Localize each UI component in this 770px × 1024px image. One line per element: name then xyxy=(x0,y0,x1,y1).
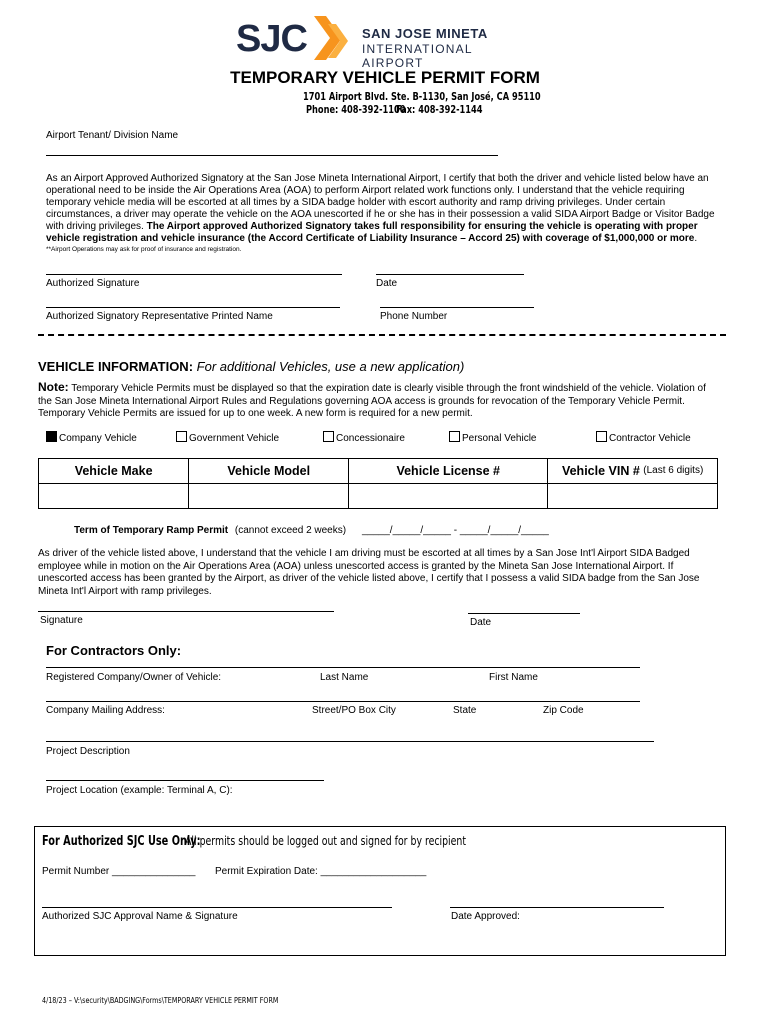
approval-label: Authorized SJC Approval Name & Signature xyxy=(42,911,238,922)
project-desc-field[interactable] xyxy=(46,741,654,742)
term-row xyxy=(74,525,346,536)
license-cell[interactable] xyxy=(349,484,548,509)
form-title: TEMPORARY VEHICLE PERMIT FORM xyxy=(230,68,540,87)
term-dates-field[interactable]: _____/_____/_____ - _____/_____/_____ xyxy=(362,525,549,536)
driver-date-label: Date xyxy=(470,617,492,628)
col-vin-note: (Last 6 digits) xyxy=(643,465,704,476)
authorized-signature-field[interactable] xyxy=(46,274,342,275)
expiration-label: Permit Expiration Date: xyxy=(215,866,318,877)
note-label: Note: xyxy=(38,380,69,394)
address: 1701 Airport Blvd. Ste. B-1130, San José, CA 95110 xyxy=(303,90,541,103)
term-note: (cannot exceed 2 weeks) xyxy=(234,525,347,536)
authorized-signature-label: Authorized Signature xyxy=(46,278,140,289)
driver-signature-field[interactable] xyxy=(38,611,334,612)
checkbox-checked-icon[interactable] xyxy=(46,431,57,442)
expiration-field[interactable]: ___________________ xyxy=(320,866,427,877)
col-make: Vehicle Make xyxy=(39,459,189,484)
driver-statement: As driver of the vehicle listed above, I understand that the vehicle I am driving must be escorted at all times by a San Jose Int'l Airport SIDA Badged employee while in motion on the Air Operations Area (AOA) unless unescorted access is granted by the Mineta San Jose International Airport. If unescorted access has been granted by the Airport, as driver of the vehicle listed above, I certify that I possess a valid SIDA badge from the San Jose Mineta Int'l Airport with ramp privileges. xyxy=(38,548,700,597)
permit-number-row xyxy=(42,866,195,877)
checkbox-icon[interactable] xyxy=(176,431,187,442)
certification-body: As an Airport Approved Authorized Signatory at the San Jose Mineta International Airport, I certify that both the driver and vehicle listed below have an operational need to be inside the Air Operations Area (AOA) to perform Airport related work functions only. I understand that the vehicle requiring temporary vehicle media will be escorted at all times by a SIDA badge holder with escort authority and ramp driving privileges. Under certain circumstances, a driver may operate the vehicle on the AOA unescorted if he or she has in their possession a valid SIDA Airport Badge or Visitor Badge with driving privileges. xyxy=(46,173,715,232)
mailing-field[interactable] xyxy=(46,701,640,702)
type-company[interactable] xyxy=(46,431,137,444)
mailing-label: Company Mailing Address: xyxy=(46,705,165,716)
tenant-label: Airport Tenant/ Division Name xyxy=(46,130,179,141)
fax: Fax: 408-392-1144 xyxy=(396,103,483,116)
authorized-date-field[interactable] xyxy=(376,274,524,275)
footer-path: 4/18/23 – V:\security\BADGING\Forms\TEMPORARY VEHICLE PERMIT FORM xyxy=(42,996,279,1005)
type-concessionaire[interactable] xyxy=(323,431,405,444)
logo-mark: SJC xyxy=(236,18,307,60)
phone: Phone: 408-392-1100 xyxy=(306,103,406,116)
authorized-heading-title: For Authorized SJC Use Only: xyxy=(42,834,201,849)
note-text: Temporary Vehicle Permits must be displayed so that the expiration date is clearly visible through the front windshield of the vehicle. Violation of the San Jose Mineta International Airport Rules and Regulations governing AOA access is grounds for revocation of the Temporary Vehicle Permit. xyxy=(38,383,706,407)
airport-logo xyxy=(236,12,536,68)
type-label: Company Vehicle xyxy=(59,433,137,444)
approval-field[interactable] xyxy=(42,907,392,908)
type-label: Government Vehicle xyxy=(189,433,280,444)
last-name-label: Last Name xyxy=(320,672,369,683)
project-loc-field[interactable] xyxy=(46,780,324,781)
authorized-heading-note: All permits should be logged out and signed for by recipient xyxy=(185,834,467,848)
type-contractor[interactable] xyxy=(596,431,691,444)
tenant-field[interactable] xyxy=(46,155,498,156)
authorized-date-label: Date xyxy=(376,278,398,289)
section-divider xyxy=(38,334,726,336)
printed-name-field[interactable] xyxy=(46,307,340,308)
registered-field[interactable] xyxy=(46,667,640,668)
permit-number-label: Permit Number xyxy=(42,866,110,877)
type-label: Contractor Vehicle xyxy=(609,433,691,444)
make-cell[interactable] xyxy=(39,484,189,509)
first-name-label: First Name xyxy=(489,672,538,683)
vehicle-info-note: For additional Vehicles, use a new application) xyxy=(196,359,465,374)
permit-number-field[interactable]: _______________ xyxy=(112,866,196,877)
project-loc-label: Project Location (example: Terminal A, C): xyxy=(46,785,233,796)
vehicle-note xyxy=(38,381,718,421)
checkbox-icon[interactable] xyxy=(323,431,334,442)
type-government[interactable] xyxy=(176,431,279,444)
street-label: Street/PO Box City xyxy=(312,705,396,716)
project-desc-label: Project Description xyxy=(46,746,130,757)
registered-label: Registered Company/Owner of Vehicle: xyxy=(46,672,222,683)
certification-end: . xyxy=(694,233,698,244)
expiration-row xyxy=(215,866,426,877)
vehicle-info-heading xyxy=(38,359,464,374)
note-line2: Temporary Vehicle Permits are issued for up to one week. A new form is required for a new permit. xyxy=(38,408,473,419)
printed-name-label: Authorized Signatory Representative Printed Name xyxy=(46,311,273,322)
driver-date-field[interactable] xyxy=(468,613,580,614)
phone-field[interactable] xyxy=(380,307,534,308)
vehicle-info-title: VEHICLE INFORMATION: xyxy=(38,359,194,374)
col-vin xyxy=(548,459,718,484)
col-vin-label: Vehicle VIN # xyxy=(561,464,640,478)
logo-line1: SAN JOSE MINETA xyxy=(362,26,488,41)
state-label: State xyxy=(453,705,477,716)
date-approved-field[interactable] xyxy=(450,907,664,908)
model-cell[interactable] xyxy=(189,484,349,509)
phone-label: Phone Number xyxy=(380,311,448,322)
certification-bold: The Airport approved Authorized Signatory takes full responsibility for ensuring the vehicle is operating with proper vehicle registration and vehicle insurance (the Accord Certificate of Liability Insurance – Accord 25) with coverage of $1,000,000 or more xyxy=(46,221,698,244)
type-personal[interactable] xyxy=(449,431,537,444)
zip-label: Zip Code xyxy=(543,705,584,716)
checkbox-icon[interactable] xyxy=(596,431,607,442)
contractors-heading: For Contractors Only: xyxy=(46,643,182,658)
authorized-heading xyxy=(42,834,546,849)
logo-line2: INTERNATIONAL AIRPORT xyxy=(362,42,473,70)
checkbox-icon[interactable] xyxy=(449,431,460,442)
table-row xyxy=(39,484,718,509)
col-model: Vehicle Model xyxy=(189,459,349,484)
type-label: Personal Vehicle xyxy=(462,433,537,444)
type-label: Concessionaire xyxy=(336,433,405,444)
term-label: Term of Temporary Ramp Permit xyxy=(74,525,229,536)
vin-cell[interactable] xyxy=(548,484,718,509)
col-license: Vehicle License # xyxy=(349,459,548,484)
date-approved-label: Date Approved: xyxy=(451,911,520,922)
certification-footnote: **Airport Operations may ask for proof of insurance and registration. xyxy=(46,246,242,253)
certification-text xyxy=(46,173,718,245)
vehicle-table xyxy=(38,458,718,509)
chevron-logo-icon xyxy=(314,16,358,66)
driver-signature-label: Signature xyxy=(40,615,83,626)
table-header-row xyxy=(39,459,718,484)
